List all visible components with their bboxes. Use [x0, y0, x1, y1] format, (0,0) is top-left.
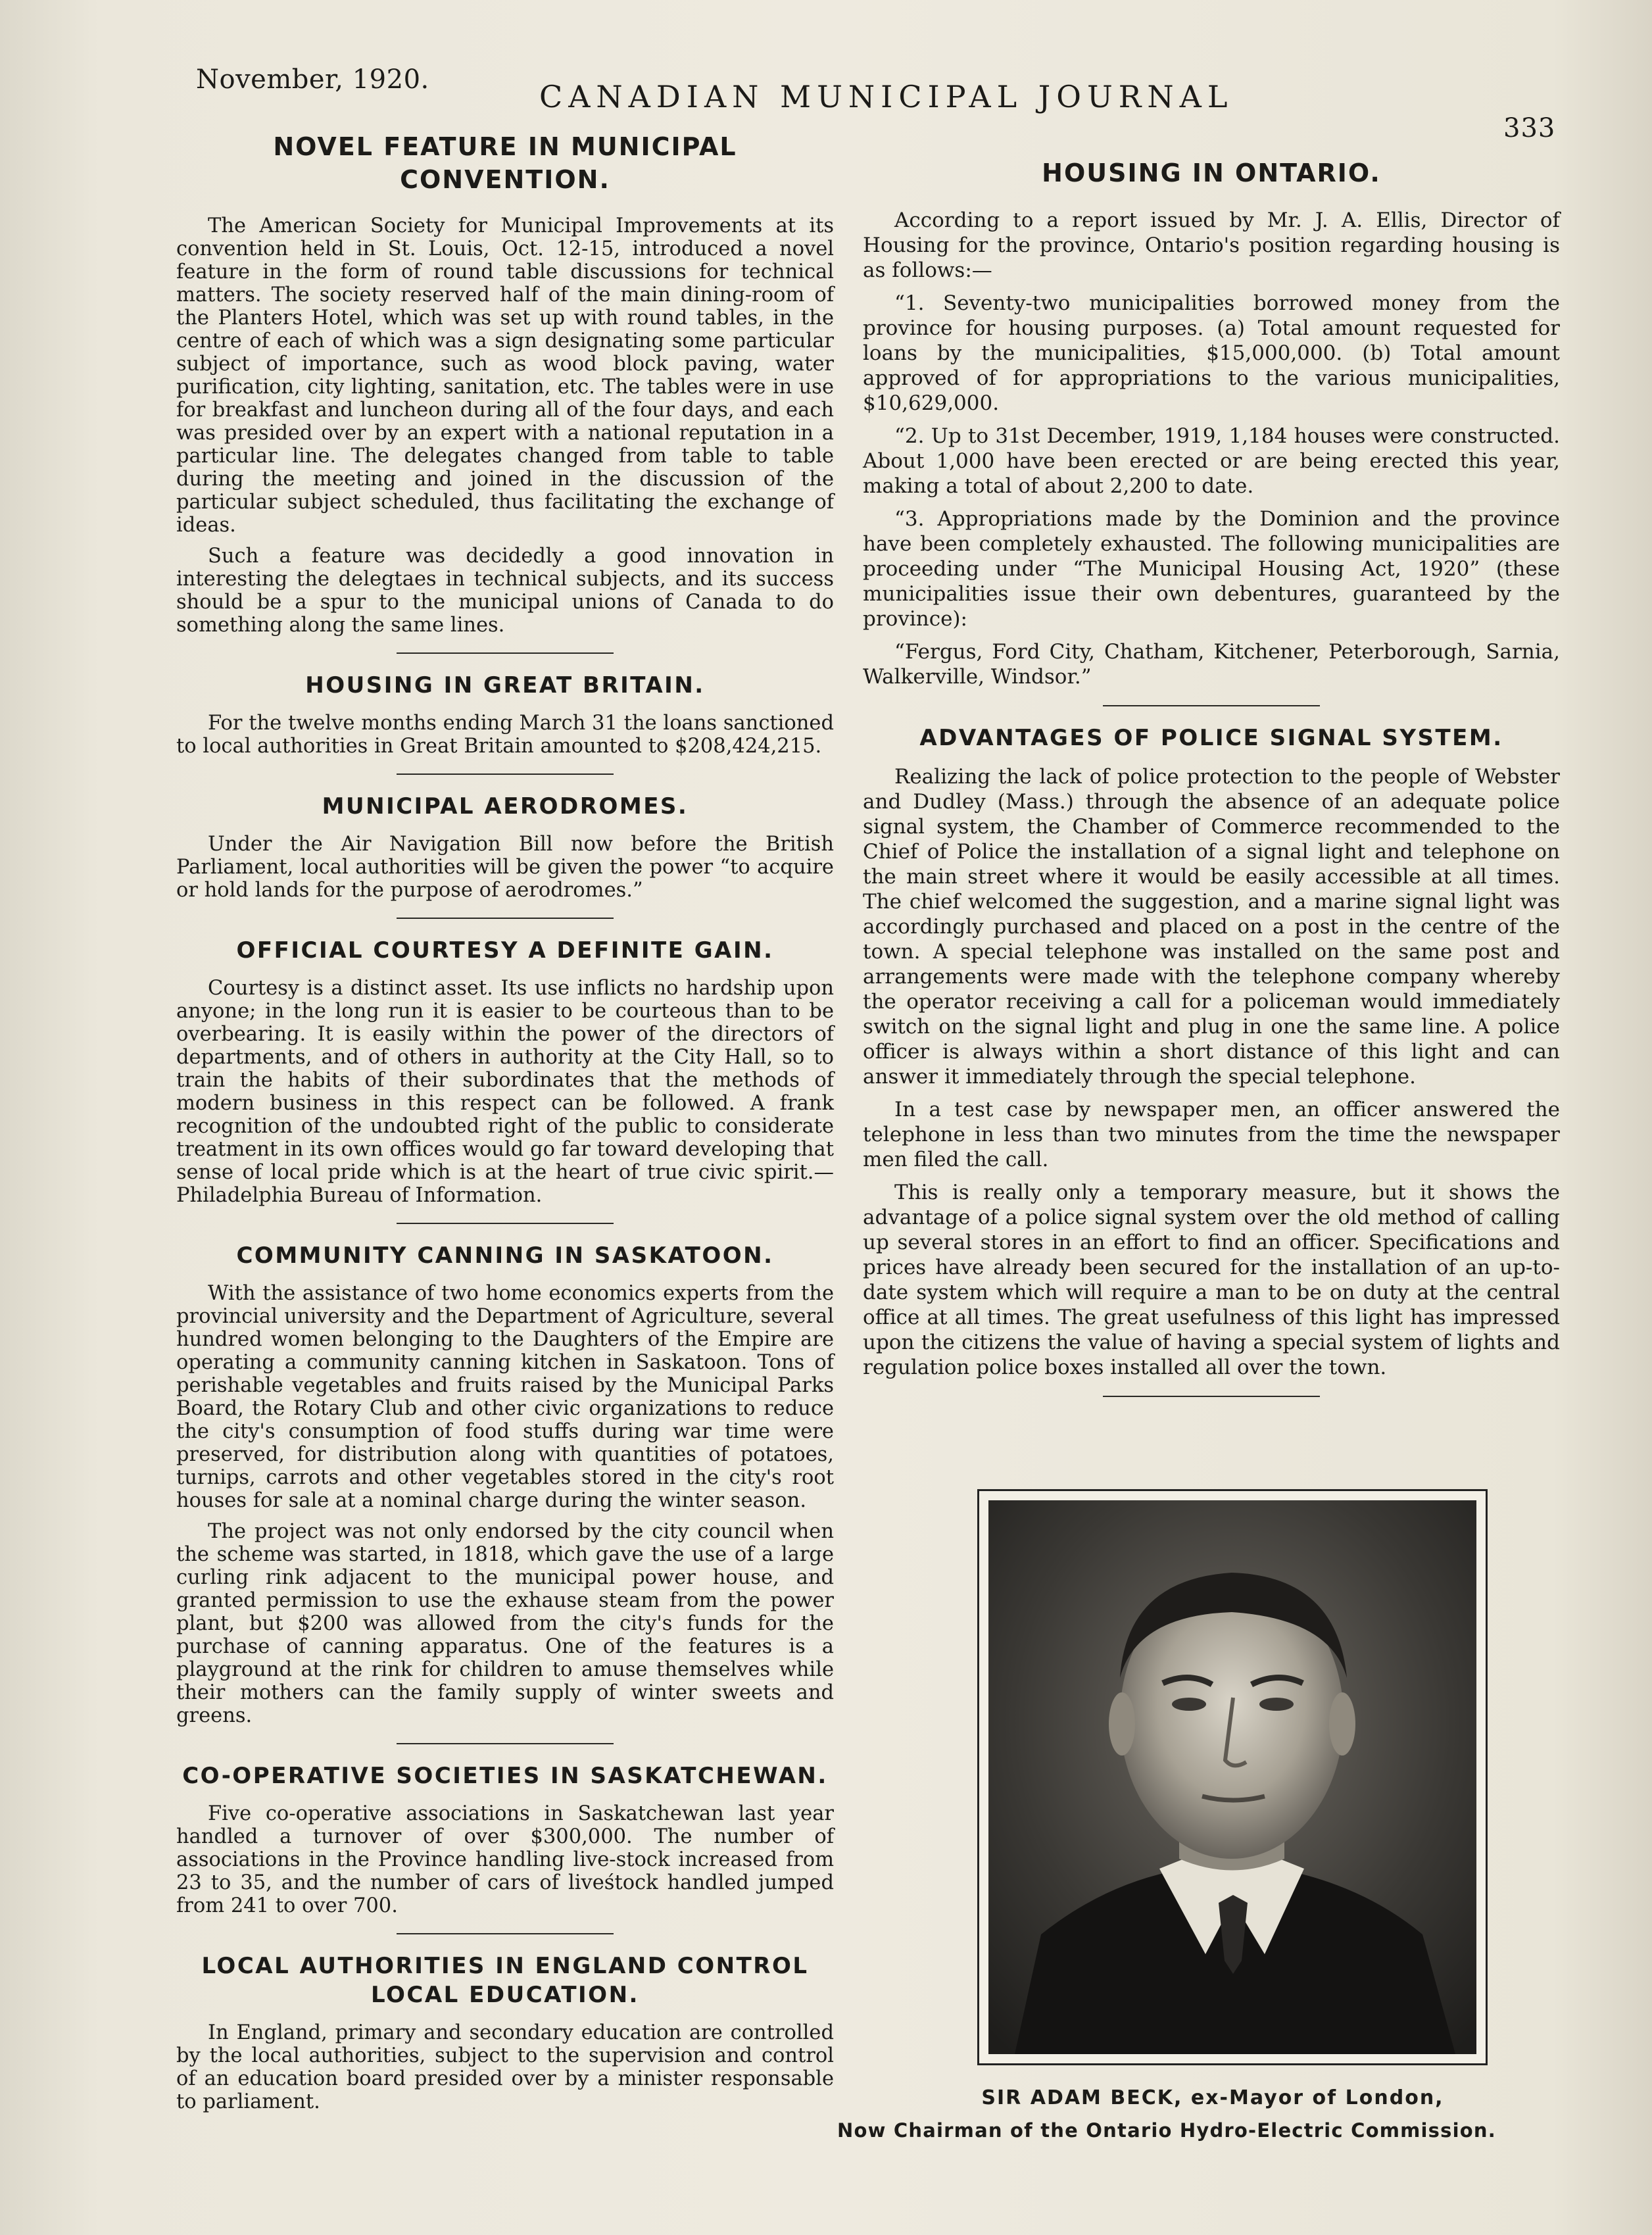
article-aerodromes: [176, 792, 834, 902]
section-divider: [397, 652, 614, 654]
article-title: CO-OPERATIVE SOCIETIES IN SASKATCHEWAN.: [182, 1763, 828, 1789]
article-paragraph: “3. Appropriations made by the Dominion and the province have been completely exhausted. The following municipalities are proceeding under “The Municipal Housing Act, 1920” (these municipalities issue their own debentures, guaranteed by the province):: [863, 507, 1560, 631]
article-title: HOUSING IN GREAT BRITAIN.: [305, 672, 705, 699]
article-paragraph: The American Society for Municipal Improvements at its convention held in St. Louis, Oct. 12-15, introduced a novel feature in the form of round table discussions for technical matters. The society reserved half of the main dining-room of the Planters Hotel, which was set up with round tables, in the centre of each of which was a sign designating some particular subject of importance, such as wood block paving, water purification, city lighting, sanitation, etc. The tables were in use for breakfast and luncheon during all of the four days, and each was presided over by an expert with a national reputation in a particular line. The delegates changed from table to table during the meeting and joined in the discussion of the particular subject scheduled, thus facilitating the exchange of ideas.: [176, 214, 834, 537]
page-number: 333: [1503, 113, 1556, 143]
section-divider: [397, 774, 614, 775]
left-column: [176, 130, 834, 2121]
article-paragraph: Such a feature was decidedly a good innovation in interesting the delegtaes in technical subjects, and its success should be a spur to the municipal unions of Canada to do something along the same lines.: [176, 545, 834, 637]
article-title: ADVANTAGES OF POLICE SIGNAL SYSTEM.: [919, 725, 1503, 751]
portrait-frame: [977, 1489, 1488, 2065]
article-police-signal: [863, 724, 1560, 1380]
journal-title: CANADIAN MUNICIPAL JOURNAL: [539, 79, 1234, 114]
article-paragraph: In England, primary and secondary education are controlled by the local authorities, subject to the supervision and control of an education board presided over by a minister responsable to parliament.: [176, 2021, 834, 2113]
article-title: LOCAL AUTHORITIES IN ENGLAND CONTROL LOCAL EDUCATION.: [201, 1953, 809, 2008]
article-paragraph: The project was not only endorsed by the city council when the scheme was started, in 1818, which gave the use of a large curling rink adjacent to the municipal power house, and granted permission to use the exhause steam from the power plant, but $200 was allowed from the city's funds for the purchase of canning apparatus. One of the features is a playground at the rink for children to amuse themselves while their mothers can the family supply of winter sweets and greens.: [176, 1520, 834, 1727]
article-paragraph: “2. Up to 31st December, 1919, 1,184 houses were constructed. About 1,000 have been erected or are being erected this year, making a total of about 2,200 to date.: [863, 424, 1560, 498]
article-paragraph: Under the Air Navigation Bill now before the British Parliament, local authorities will be given the power “to acquire or hold lands for the purpose of aerodromes.”: [176, 833, 834, 902]
article-official-courtesy: [176, 936, 834, 1207]
section-divider: [397, 1223, 614, 1224]
article-housing-britain: [176, 671, 834, 758]
article-community-canning: [176, 1241, 834, 1727]
article-title: OFFICIAL COURTESY A DEFINITE GAIN.: [236, 937, 774, 964]
article-paragraph: “1. Seventy-two municipalities borrowed money from the province for housing purposes. (a) Total amount requested for loans by the municipalities, $15,000,000. (b) Total amount approved of for appropriations to the various municipalities, $10,629,000.: [863, 291, 1560, 415]
article-paragraph: This is really only a temporary measure, but it shows the advantage of a police signal system over the old method of calling up several stores in an effort to find an officer. Specifications and prices have already been secured for the installation of an up-to-date system which will require a man to be on duty at the central office at all times. The great usefulness of this light has impressed upon the citizens the value of having a special system of lights and regulation police boxes installed all over the town.: [863, 1181, 1560, 1379]
article-paragraph: “Fergus, Ford City, Chatham, Kitchener, Peterborough, Sarnia, Walkerville, Windsor.”: [863, 640, 1560, 689]
article-paragraph: Realizing the lack of police protection to the people of Webster and Dudley (Mass.) through the absence of an adequate police signal system, the Chamber of Commerce recommended to the Chief of Police the installation of a signal light and telephone on the main street where it would be easily accessible at all times. The chief welcomed the suggestion, and a marine signal light was accordingly purchased and placed on a post in the centre of the town. A special telephone was installed on the same post and arrangements were made with the telephone company whereby the operator receiving a call for a policeman would immediately switch on the signal light and plug in one the same line. A police officer is always within a short distance of this light and can answer it immediately through the special telephone.: [863, 765, 1560, 1089]
article-housing-ontario: [863, 157, 1560, 689]
section-divider: [1103, 1396, 1320, 1397]
article-title: HOUSING IN ONTARIO.: [1042, 159, 1381, 187]
article-paragraph: According to a report issued by Mr. J. A. Ellis, Director of Housing for the province, Ontario's position regarding housing is as follows:—: [863, 209, 1560, 282]
section-divider: [1103, 705, 1320, 706]
article-cooperative-societies: [176, 1761, 834, 1917]
photo-caption-role: Now Chairman of the Ontario Hydro-Electric Commission.: [837, 2119, 1496, 2142]
portrait-photo: [988, 1500, 1476, 2054]
section-divider: [397, 918, 614, 919]
article-paragraph: Courtesy is a distinct asset. Its use inflicts no hardship upon anyone; in the long run it is easier to be courteous than to be overbearing. It is easily within the power of the directors of departments, and of others in authority at the City Hall, so to train the habits of their subordinates that the methods of modern business in this respect can be followed. A frank recognition of the undoubted right of the public to considerate treatment in its own offices would go far toward developing that sense of local pride which is at the heart of true civic spirit.—Philadelphia Bureau of Information.: [176, 977, 834, 1207]
article-paragraph: With the assistance of two home economics experts from the provincial university and the Department of Agriculture, several hundred women belonging to the Daughters of the Empire are operating a community canning kitchen in Saskatoon. Tons of perishable vegetables and fruits raised by the Municipal Parks Board, the Rotary Club and other civic organizations to reduce the city's consumption of food stuffs during war time were preserved, for distribution along with quantities of potatoes, turnips, carrots and other vegetables stored in the city's root houses for sale at a nominal charge during the winter season.: [176, 1282, 834, 1512]
section-divider: [397, 1743, 614, 1744]
photo-caption-name: SIR ADAM BECK, ex-Mayor of London,: [981, 2086, 1444, 2109]
issue-date: November, 1920.: [196, 64, 429, 95]
article-novel-feature: [176, 130, 834, 637]
article-paragraph: Five co-operative associations in Saskatchewan last year handled a turnover of over $300,000. The number of associations in the Province handling live-stock increased from 23 to 35, and the number of cars of liveśtock handled jumped from 241 to over 700.: [176, 1802, 834, 1917]
article-local-education: [176, 1952, 834, 2113]
article-paragraph: In a test case by newspaper men, an officer answered the telephone in less than two minutes from the time the newspaper men filed the call.: [863, 1098, 1560, 1171]
section-divider: [397, 1933, 614, 1934]
right-column: [863, 157, 1560, 1414]
article-title: NOVEL FEATURE IN MUNICIPAL CONVENTION.: [273, 132, 737, 194]
article-title: COMMUNITY CANNING IN SASKATOON.: [236, 1242, 774, 1269]
article-title: MUNICIPAL AERODROMES.: [322, 793, 689, 820]
article-paragraph: For the twelve months ending March 31 the loans sanctioned to local authorities in Great Britain amounted to $208,424,215.: [176, 712, 834, 758]
